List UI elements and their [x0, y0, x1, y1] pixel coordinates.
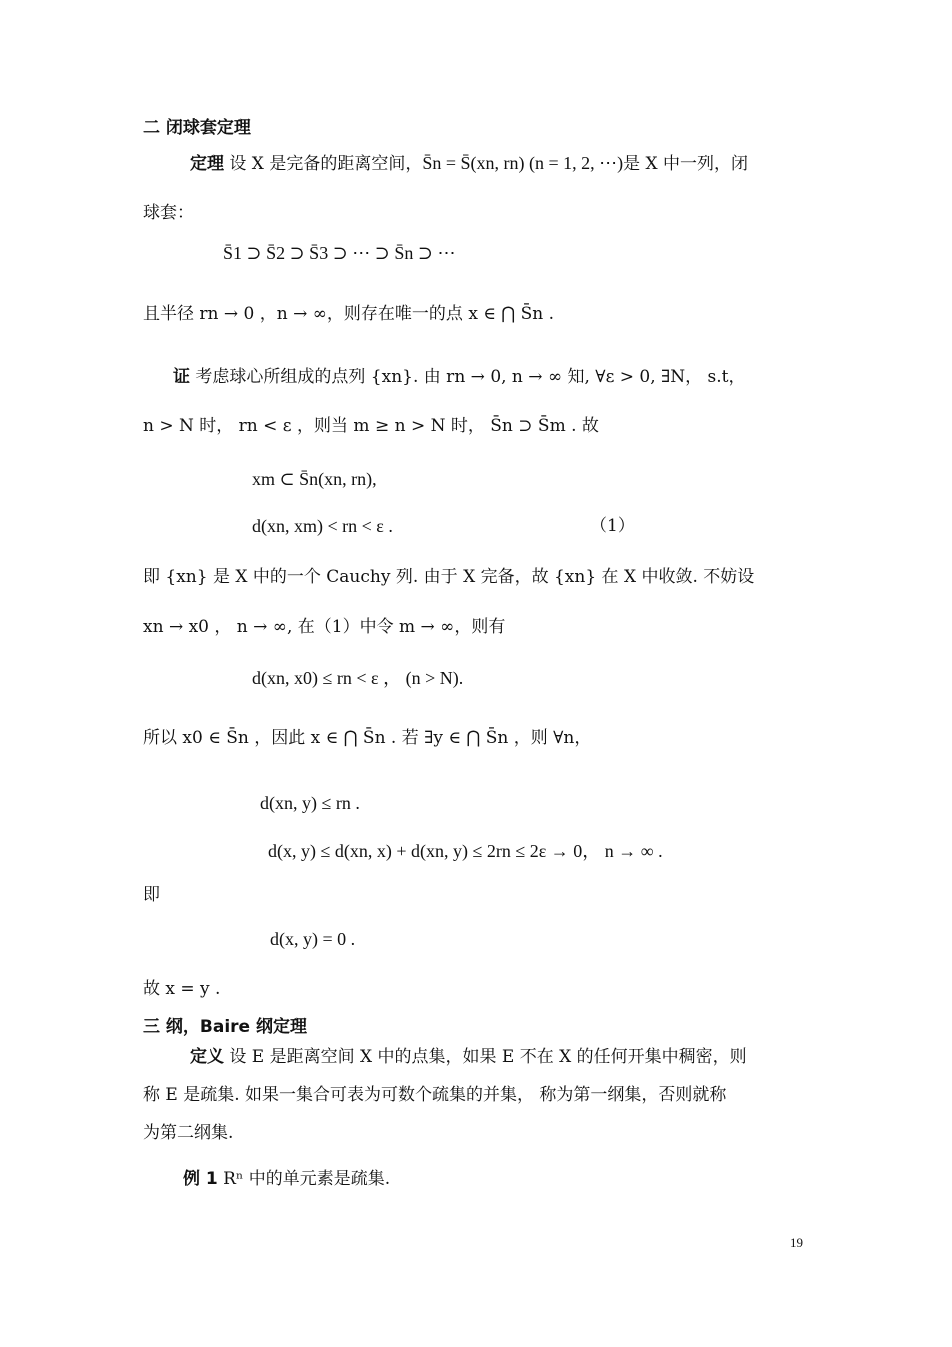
definition-line-1 [190, 1046, 747, 1068]
equation-b: d(xn, xm) < rn < ε . [252, 516, 393, 536]
page-number: 19 [790, 1235, 803, 1250]
proof-line-5: 所以 x0 ∈ S̄n ，因此 x ∈ ⋂ S̄n . 若 ∃y ∈ ⋂ S̄n ，则 ∀n， [143, 728, 592, 748]
proof-line-4: xn → x0 ， n → ∞, 在（1）中令 m → ∞，则有 [143, 617, 506, 637]
definition-text-1: 设 E 是距离空间 X 中的点集，如果 E 不在 X 的任何开集中稠密，则 [224, 1047, 747, 1067]
equation-c: d(xn, x0) ≤ rn < ε ， (n > N). [252, 668, 464, 688]
proof-line-2: n > N 时， rn < ε ，则当 m ≥ n > N 时， S̄n ⊃ S̄m . 故 [143, 416, 599, 436]
theorem-math-1: S̄n = S̄(xn, rn) (n = 1, 2, ⋯) [422, 153, 624, 173]
proof-line-3: 即 {xn} 是 X 中的一个 Cauchy 列. 由于 X 完备，故 {xn} 在 X 中收敛. 不妨设 [143, 567, 755, 587]
equation-a: xm ⊂ S̄n(xn, rn), [252, 469, 377, 489]
theorem-text-2: 是 X 中一列，闭 [623, 154, 749, 174]
example-text: Rⁿ 中的单元素是疏集. [217, 1169, 391, 1189]
theorem-label: 定理 [190, 154, 224, 174]
equation-f: d(x, y) = 0 . [270, 929, 356, 949]
proof-label: 证 [173, 367, 190, 387]
section-heading-3: 三 纲，Baire 纲定理 [143, 1017, 308, 1037]
equation-number: （1） [590, 516, 635, 536]
theorem-text-1: 设 X 是完备的距离空间， [224, 154, 423, 174]
definition-line-3: 为第二纲集. [143, 1123, 234, 1143]
example-line [183, 1168, 390, 1190]
equation-d: d(xn, y) ≤ rn . [260, 793, 360, 813]
section-heading: 二 闭球套定理 [143, 118, 251, 138]
example-label: 例 1 [183, 1169, 218, 1189]
proof-line-1 [173, 366, 746, 388]
proof-line-6: 即 [143, 885, 160, 905]
definition-label: 定义 [190, 1047, 224, 1067]
theorem-radius-line: 且半径 rn → 0 ，n → ∞，则存在唯一的点 x ∈ ⋂ S̄n . [143, 304, 555, 324]
proof-text-1: 考虑球心所组成的点列 {xn}. 由 rn → 0, n → ∞ 知, ∀ε > 0, ∃N， s.t， [190, 367, 746, 387]
ball-chain-equation: S̄1 ⊃ S̄2 ⊃ S̄3 ⊃ ⋯ ⊃ S̄n ⊃ ⋯ [223, 243, 456, 263]
equation-e: d(x, y) ≤ d(xn, x) + d(xn, y) ≤ 2rn ≤ 2ε → 0， n → ∞ . [268, 841, 663, 861]
theorem-line-2: 球套： [143, 203, 194, 223]
theorem-line-1 [190, 152, 748, 175]
proof-line-7: 故 x = y . [143, 979, 221, 999]
definition-line-2: 称 E 是疏集. 如果一集合可表为可数个疏集的并集， 称为第一纲集，否则就称 [143, 1085, 727, 1105]
